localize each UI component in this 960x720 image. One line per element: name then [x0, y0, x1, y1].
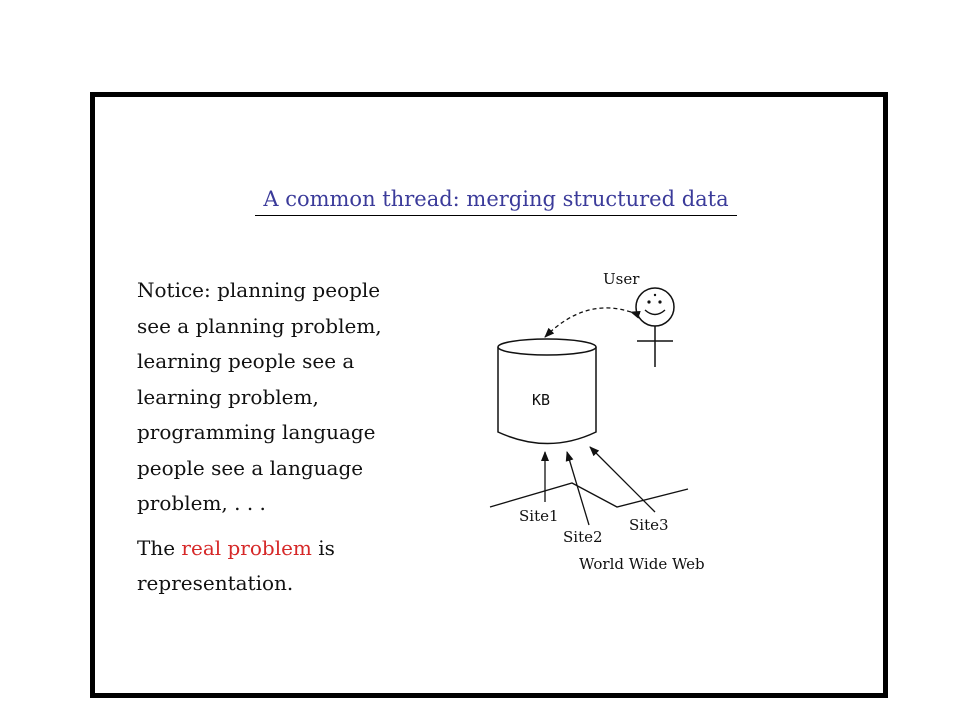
text-line: learning problem, [137, 384, 319, 409]
text-line: Notice: planning people [137, 278, 381, 302]
text-fragment: is [311, 535, 335, 560]
user-stick-figure-icon [636, 288, 674, 367]
slide-frame [90, 92, 888, 698]
slide-title: A common thread: merging structured data [263, 187, 729, 211]
web-line [490, 483, 688, 507]
site2-arrow [567, 452, 589, 525]
user-label: User [603, 270, 640, 288]
site1-label: Site1 [519, 507, 559, 525]
text-line: programming language [137, 420, 376, 444]
site3-label: Site3 [629, 516, 669, 534]
emphasis-real-problem: real problem [181, 535, 312, 560]
text-line: see a planning problem, [137, 313, 382, 338]
text-line: learning people see a [137, 349, 355, 373]
text-line: people see a language [137, 455, 364, 480]
text-fragment: The [137, 535, 182, 560]
kb-web-diagram [95, 97, 885, 695]
user-kb-dashed-arrow [545, 308, 631, 337]
text-line: problem, . . . [137, 491, 266, 515]
text-line: representation. [137, 571, 294, 595]
site2-label: Site2 [563, 528, 603, 546]
web-label: World Wide Web [579, 555, 705, 573]
site3-arrow [590, 447, 655, 512]
kb-label: KB [532, 391, 551, 409]
user-face-icon [645, 294, 665, 315]
